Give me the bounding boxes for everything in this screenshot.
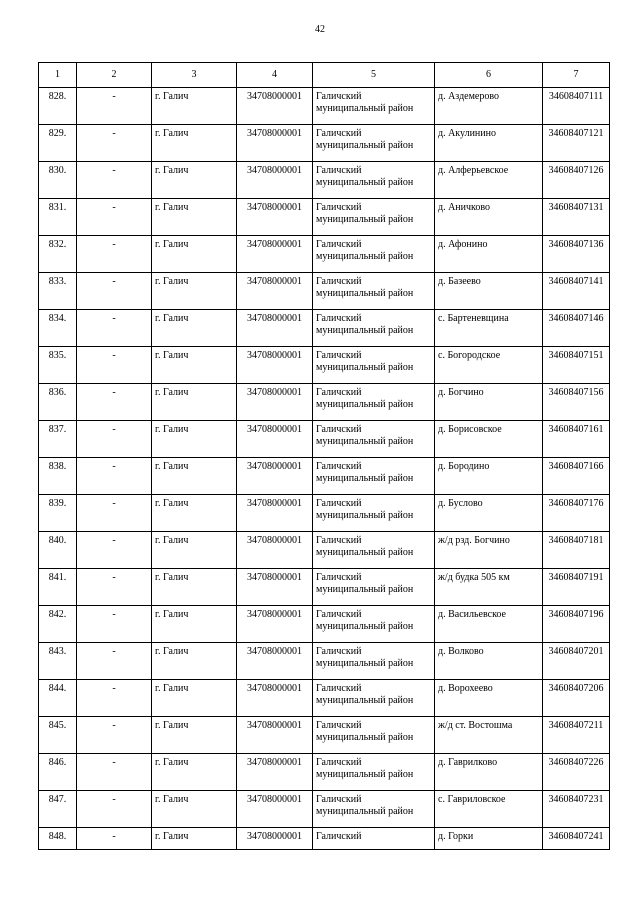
settlement-code-cell: 34608407121 — [543, 125, 610, 162]
settlement-code-cell: 34608407181 — [543, 532, 610, 569]
header-row — [39, 63, 610, 88]
city-cell: г. Галич — [152, 421, 237, 458]
settlement-cell: д. Васильевское — [435, 606, 543, 643]
district-cell: Галичский муниципальный район — [313, 199, 435, 236]
settlement-code-cell: 34608407156 — [543, 384, 610, 421]
row-number: 842. — [39, 606, 77, 643]
city-code-cell: 34708000001 — [237, 236, 313, 273]
column-2-cell: - — [77, 532, 152, 569]
settlement-code-cell: 34608407136 — [543, 236, 610, 273]
city-code-cell: 34708000001 — [237, 88, 313, 125]
table-row — [39, 88, 610, 125]
city-code-cell: 34708000001 — [237, 199, 313, 236]
city-code-cell: 34708000001 — [237, 606, 313, 643]
column-2-cell: - — [77, 347, 152, 384]
city-code-cell: 34708000001 — [237, 421, 313, 458]
row-number: 845. — [39, 717, 77, 754]
table-row — [39, 606, 610, 643]
settlement-code-cell: 34608407166 — [543, 458, 610, 495]
table-row — [39, 310, 610, 347]
column-header: 2 — [77, 63, 152, 88]
settlement-code-cell: 34608407131 — [543, 199, 610, 236]
table-row — [39, 791, 610, 828]
settlement-cell: д. Аничково — [435, 199, 543, 236]
city-code-cell: 34708000001 — [237, 495, 313, 532]
settlement-cell: с. Богородское — [435, 347, 543, 384]
settlement-cell: ж/д будка 505 км — [435, 569, 543, 606]
row-number: 837. — [39, 421, 77, 458]
city-cell: г. Галич — [152, 125, 237, 162]
column-2-cell: - — [77, 273, 152, 310]
settlement-cell: д. Бородино — [435, 458, 543, 495]
district-cell: Галичский муниципальный район — [313, 458, 435, 495]
district-cell: Галичский муниципальный район — [313, 125, 435, 162]
city-code-cell: 34708000001 — [237, 384, 313, 421]
row-number: 831. — [39, 199, 77, 236]
row-number: 847. — [39, 791, 77, 828]
settlement-code-cell: 34608407241 — [543, 828, 610, 850]
district-cell: Галичский муниципальный район — [313, 569, 435, 606]
column-2-cell: - — [77, 717, 152, 754]
district-cell: Галичский муниципальный район — [313, 421, 435, 458]
city-cell: г. Галич — [152, 384, 237, 421]
table-row — [39, 495, 610, 532]
district-cell: Галичский муниципальный район — [313, 310, 435, 347]
table-row — [39, 828, 610, 850]
settlement-code-cell: 34608407231 — [543, 791, 610, 828]
settlement-cell: д. Волково — [435, 643, 543, 680]
page-number: 42 — [315, 24, 325, 35]
settlement-cell: д. Аздемерово — [435, 88, 543, 125]
settlement-cell: д. Алферьевское — [435, 162, 543, 199]
column-2-cell: - — [77, 495, 152, 532]
city-code-cell: 34708000001 — [237, 125, 313, 162]
settlement-code-cell: 34608407201 — [543, 643, 610, 680]
table-body — [39, 88, 610, 850]
city-cell: г. Галич — [152, 273, 237, 310]
settlement-cell: ж/д рзд. Богчино — [435, 532, 543, 569]
settlement-code-cell: 34608407206 — [543, 680, 610, 717]
city-cell: г. Галич — [152, 236, 237, 273]
table-row — [39, 125, 610, 162]
column-2-cell: - — [77, 569, 152, 606]
district-cell: Галичский муниципальный район — [313, 384, 435, 421]
table-row — [39, 199, 610, 236]
settlement-code-cell: 34608407146 — [543, 310, 610, 347]
row-number: 840. — [39, 532, 77, 569]
table-row — [39, 236, 610, 273]
settlement-cell: с. Гавриловское — [435, 791, 543, 828]
column-2-cell: - — [77, 125, 152, 162]
table-row — [39, 569, 610, 606]
settlement-cell: д. Борисовское — [435, 421, 543, 458]
city-cell: г. Галич — [152, 754, 237, 791]
district-cell: Галичский муниципальный район — [313, 643, 435, 680]
settlement-code-cell: 34608407226 — [543, 754, 610, 791]
row-number: 846. — [39, 754, 77, 791]
city-code-cell: 34708000001 — [237, 162, 313, 199]
row-number: 838. — [39, 458, 77, 495]
registry-table — [38, 62, 610, 850]
district-cell: Галичский — [313, 828, 435, 850]
district-cell: Галичский муниципальный район — [313, 162, 435, 199]
settlement-code-cell: 34608407161 — [543, 421, 610, 458]
city-code-cell: 34708000001 — [237, 273, 313, 310]
city-cell: г. Галич — [152, 791, 237, 828]
city-cell: г. Галич — [152, 495, 237, 532]
district-cell: Галичский муниципальный район — [313, 236, 435, 273]
settlement-code-cell: 34608407151 — [543, 347, 610, 384]
column-2-cell: - — [77, 754, 152, 791]
row-number: 839. — [39, 495, 77, 532]
column-header: 4 — [237, 63, 313, 88]
column-2-cell: - — [77, 421, 152, 458]
city-cell: г. Галич — [152, 680, 237, 717]
column-2-cell: - — [77, 643, 152, 680]
settlement-cell: д. Акулинино — [435, 125, 543, 162]
settlement-cell: д. Горки — [435, 828, 543, 850]
city-code-cell: 34708000001 — [237, 717, 313, 754]
column-header: 1 — [39, 63, 77, 88]
settlement-code-cell: 34608407176 — [543, 495, 610, 532]
row-number: 830. — [39, 162, 77, 199]
settlement-cell: д. Буслово — [435, 495, 543, 532]
settlement-cell: с. Бартеневщина — [435, 310, 543, 347]
city-cell: г. Галич — [152, 458, 237, 495]
city-code-cell: 34708000001 — [237, 680, 313, 717]
district-cell: Галичский муниципальный район — [313, 273, 435, 310]
column-header: 6 — [435, 63, 543, 88]
column-2-cell: - — [77, 791, 152, 828]
column-2-cell: - — [77, 236, 152, 273]
settlement-cell: ж/д ст. Востошма — [435, 717, 543, 754]
settlement-code-cell: 34608407141 — [543, 273, 610, 310]
row-number: 843. — [39, 643, 77, 680]
city-cell: г. Галич — [152, 828, 237, 850]
column-2-cell: - — [77, 828, 152, 850]
row-number: 848. — [39, 828, 77, 850]
city-cell: г. Галич — [152, 606, 237, 643]
column-2-cell: - — [77, 458, 152, 495]
city-cell: г. Галич — [152, 310, 237, 347]
table-row — [39, 754, 610, 791]
column-2-cell: - — [77, 162, 152, 199]
city-code-cell: 34708000001 — [237, 828, 313, 850]
district-cell: Галичский муниципальный район — [313, 88, 435, 125]
settlement-cell: д. Гаврилково — [435, 754, 543, 791]
settlement-code-cell: 34608407196 — [543, 606, 610, 643]
row-number: 828. — [39, 88, 77, 125]
table-row — [39, 532, 610, 569]
table-row — [39, 384, 610, 421]
district-cell: Галичский муниципальный район — [313, 680, 435, 717]
row-number: 829. — [39, 125, 77, 162]
row-number: 834. — [39, 310, 77, 347]
city-cell: г. Галич — [152, 199, 237, 236]
district-cell: Галичский муниципальный район — [313, 717, 435, 754]
column-2-cell: - — [77, 606, 152, 643]
district-cell: Галичский муниципальный район — [313, 754, 435, 791]
row-number: 832. — [39, 236, 77, 273]
row-number: 835. — [39, 347, 77, 384]
city-cell: г. Галич — [152, 162, 237, 199]
city-cell: г. Галич — [152, 532, 237, 569]
city-code-cell: 34708000001 — [237, 569, 313, 606]
table-row — [39, 162, 610, 199]
column-header: 5 — [313, 63, 435, 88]
settlement-cell: д. Афонино — [435, 236, 543, 273]
column-2-cell: - — [77, 199, 152, 236]
city-code-cell: 34708000001 — [237, 310, 313, 347]
district-cell: Галичский муниципальный район — [313, 606, 435, 643]
city-code-cell: 34708000001 — [237, 791, 313, 828]
settlement-code-cell: 34608407126 — [543, 162, 610, 199]
city-code-cell: 34708000001 — [237, 347, 313, 384]
row-number: 836. — [39, 384, 77, 421]
settlement-code-cell: 34608407211 — [543, 717, 610, 754]
row-number: 841. — [39, 569, 77, 606]
city-cell: г. Галич — [152, 347, 237, 384]
column-2-cell: - — [77, 88, 152, 125]
city-cell: г. Галич — [152, 643, 237, 680]
table-row — [39, 421, 610, 458]
settlement-cell: д. Богчино — [435, 384, 543, 421]
column-header: 3 — [152, 63, 237, 88]
table-row — [39, 643, 610, 680]
row-number: 844. — [39, 680, 77, 717]
city-cell: г. Галич — [152, 717, 237, 754]
city-cell: г. Галич — [152, 569, 237, 606]
city-code-cell: 34708000001 — [237, 458, 313, 495]
city-code-cell: 34708000001 — [237, 643, 313, 680]
column-2-cell: - — [77, 310, 152, 347]
settlement-code-cell: 34608407111 — [543, 88, 610, 125]
table-row — [39, 680, 610, 717]
settlement-code-cell: 34608407191 — [543, 569, 610, 606]
table-row — [39, 273, 610, 310]
district-cell: Галичский муниципальный район — [313, 532, 435, 569]
city-code-cell: 34708000001 — [237, 532, 313, 569]
table-row — [39, 347, 610, 384]
column-2-cell: - — [77, 680, 152, 717]
table-row — [39, 717, 610, 754]
row-number: 833. — [39, 273, 77, 310]
district-cell: Галичский муниципальный район — [313, 791, 435, 828]
city-cell: г. Галич — [152, 88, 237, 125]
table-row — [39, 458, 610, 495]
column-header: 7 — [543, 63, 610, 88]
district-cell: Галичский муниципальный район — [313, 495, 435, 532]
city-code-cell: 34708000001 — [237, 754, 313, 791]
column-2-cell: - — [77, 384, 152, 421]
district-cell: Галичский муниципальный район — [313, 347, 435, 384]
settlement-cell: д. Ворохеево — [435, 680, 543, 717]
settlement-cell: д. Базеево — [435, 273, 543, 310]
